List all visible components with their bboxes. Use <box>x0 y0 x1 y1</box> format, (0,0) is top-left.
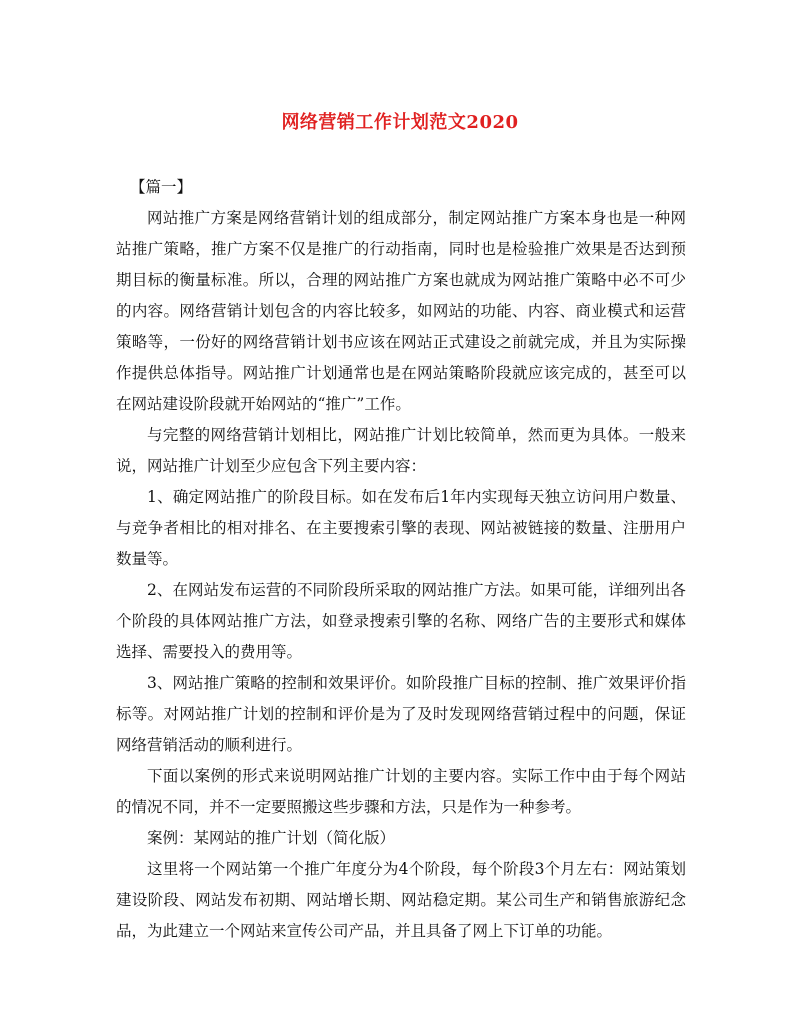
document-title: 网络营销工作计划范文2020 <box>281 112 519 133</box>
paragraph-item-3: 3、网站推广策略的控制和效果评价。如阶段推广目标的控制、推广效果评价指标等。对网站推广计划的控制和评价是为了及时发现网络营销过程中的问题，保证网络营销活动的顺利进行。 <box>116 674 686 754</box>
paragraph-intro: 网站推广方案是网络营销计划的组成部分，制定网站推广方案本身也是一种网站推广策略，推广方案不仅是推广的行动指南，同时也是检验推广效果是否达到预期目标的衡量标准。所以，合理的网站推广方案也就成为网站推广策略中必不可少的内容。网络营销计划包含的内容比较多，如网站的功能、内容、商业模式和运营策略等，一份好的网络营销计划书应该在网站正式建设之前就完成，并且为实际操作提供总体指导。网站推广计划通常也是在网站策略阶段就应该完成的，甚至可以在网站建设阶段就开始网站的“推广”工作。 <box>116 209 686 413</box>
paragraph-comparison: 与完整的网络营销计划相比，网站推广计划比较简单，然而更为具体。一般来说，网站推广计划至少应包含下列主要内容： <box>116 426 686 475</box>
paragraph-item-2: 2、在网站发布运营的不同阶段所采取的网站推广方法。如果可能，详细列出各个阶段的具体网站推广方法，如登录搜索引擎的名称、网络广告的主要形式和媒体选择、需要投入的费用等。 <box>116 581 686 661</box>
paragraph-case-body: 这里将一个网站第一个推广年度分为4个阶段，每个阶段3个月左右：网站策划建设阶段、网站发布初期、网站增长期、网站稳定期。某公司生产和销售旅游纪念品，为此建立一个网站来宣传公司产品，并且具备了网上下订单的功能。 <box>116 860 686 940</box>
paragraph-case-title: 案例：某网站的推广计划（简化版） <box>147 829 396 847</box>
paragraph-case-intro: 下面以案例的形式来说明网站推广计划的主要内容。实际工作中由于每个网站的情况不同，并不一定要照搬这些步骤和方法，只是作为一种参考。 <box>116 767 686 816</box>
section-label: 【篇一】 <box>130 178 193 196</box>
paragraph-item-1: 1、确定网站推广的阶段目标。如在发布后1年内实现每天独立访问用户数量、与竞争者相比的相对排名、在主要搜索引擎的表现、网站被链接的数量、注册用户数量等。 <box>116 488 686 568</box>
document-body <box>116 172 686 947</box>
